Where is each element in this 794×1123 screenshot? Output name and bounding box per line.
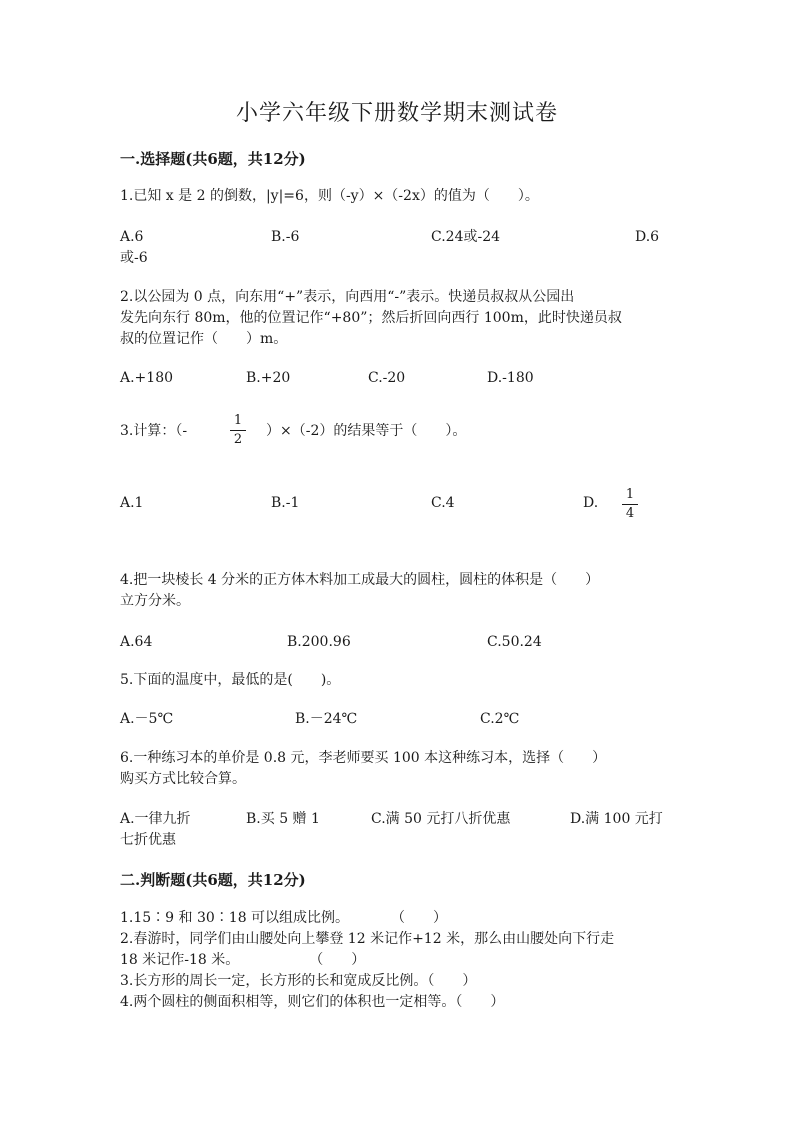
q1-option-d-wrap: 或-6 xyxy=(120,250,148,266)
judge-item-2-line-1: 2.春游时，同学们由山腰处向上攀登 12 米记作+12 米，那么由山腰处向下行走 xyxy=(120,931,615,947)
q2-option-b[interactable]: B.+20 xyxy=(246,370,291,386)
q3-option-c[interactable]: C.4 xyxy=(431,495,455,511)
q3-fraction-one-half xyxy=(230,413,246,448)
q3-fraction-denominator: 2 xyxy=(233,432,243,447)
q1-option-c[interactable]: C.24或-24 xyxy=(431,229,501,245)
q2-option-c[interactable]: C.-20 xyxy=(368,370,406,386)
judge-item-1: 1.15∶9 和 30∶18 可以组成比例。 （ ） xyxy=(120,910,448,926)
question-4-line-2: 立方分米。 xyxy=(120,593,190,609)
q6-option-a[interactable]: A.一律九折 xyxy=(120,811,191,827)
question-1-text: 1.已知 x 是 2 的倒数，|y|=6，则（-y）×（-2x）的值为（ ）。 xyxy=(120,188,539,204)
q3-d-fraction-denominator: 4 xyxy=(625,506,635,521)
q2-option-d[interactable]: D.-180 xyxy=(487,370,534,386)
q6-option-b[interactable]: B.买 5 赠 1 xyxy=(246,811,320,827)
page-title: 小学六年级下册数学期末测试卷 xyxy=(235,101,558,126)
q3-d-fraction-numerator: 1 xyxy=(625,487,635,502)
q4-option-a[interactable]: A.64 xyxy=(120,634,153,650)
q3-option-d[interactable]: D. xyxy=(583,495,599,511)
q1-option-a[interactable]: A.6 xyxy=(120,229,144,245)
q3-option-d-fraction xyxy=(622,487,638,522)
q5-option-a[interactable]: A.－5℃ xyxy=(120,711,174,727)
q1-option-d[interactable]: D.6 xyxy=(635,229,660,245)
question-6-line-1: 6.一种练习本的单价是 0.8 元，李老师要买 100 本这种练习本，选择（ ） xyxy=(120,750,607,766)
q5-option-b[interactable]: B.－24℃ xyxy=(295,711,358,727)
q3-fraction-numerator: 1 xyxy=(233,413,243,428)
q6-option-d[interactable]: D.满 100 元打 xyxy=(570,811,663,827)
q6-option-c[interactable]: C.满 50 元打八折优惠 xyxy=(371,811,511,827)
question-3-suffix: ）×（-2）的结果等于（ ）。 xyxy=(266,423,467,439)
question-2-line-2: 发先向东行 80m，他的位置记作“+80”；然后折回向西行 100m，此时快递员叔 xyxy=(120,310,622,326)
q4-option-b[interactable]: B.200.96 xyxy=(287,634,351,650)
question-2-line-1: 2.以公园为 0 点，向东用“+”表示，向西用“-”表示。快递员叔叔从公园出 xyxy=(120,289,575,305)
q5-option-c[interactable]: C.2℃ xyxy=(480,711,520,727)
question-5-text: 5.下面的温度中，最低的是( )。 xyxy=(120,672,341,688)
section-heading-choice: 一.选择题(共6题，共12分) xyxy=(120,150,306,168)
q3-option-b[interactable]: B.-1 xyxy=(271,495,300,511)
judge-item-2-line-2: 18 米记作-18 米。 （ ） xyxy=(120,952,366,968)
section-heading-judge: 二.判断题(共6题，共12分) xyxy=(120,871,306,889)
judge-item-3: 3.长方形的周长一定，长方形的长和宽成反比例。（ ） xyxy=(120,973,477,989)
q3-fraction-bar xyxy=(230,430,246,431)
question-4-line-1: 4.把一块棱长 4 分米的正方体木料加工成最大的圆柱，圆柱的体积是（ ） xyxy=(120,572,600,588)
question-2-line-3: 叔的位置记作（ ）m。 xyxy=(120,331,288,347)
q4-option-c[interactable]: C.50.24 xyxy=(487,634,542,650)
question-3-prefix: 3.计算：（- xyxy=(120,423,188,439)
q6-option-d-wrap: 七折优惠 xyxy=(120,832,176,848)
q3-option-a[interactable]: A.1 xyxy=(120,495,144,511)
q2-option-a[interactable]: A.+180 xyxy=(120,370,174,386)
q3-d-fraction-bar xyxy=(622,504,638,505)
judge-item-4: 4.两个圆柱的侧面积相等，则它们的体积也一定相等。（ ） xyxy=(120,994,505,1010)
question-6-line-2: 购买方式比较合算。 xyxy=(120,771,246,787)
q1-option-b[interactable]: B.-6 xyxy=(271,229,300,245)
